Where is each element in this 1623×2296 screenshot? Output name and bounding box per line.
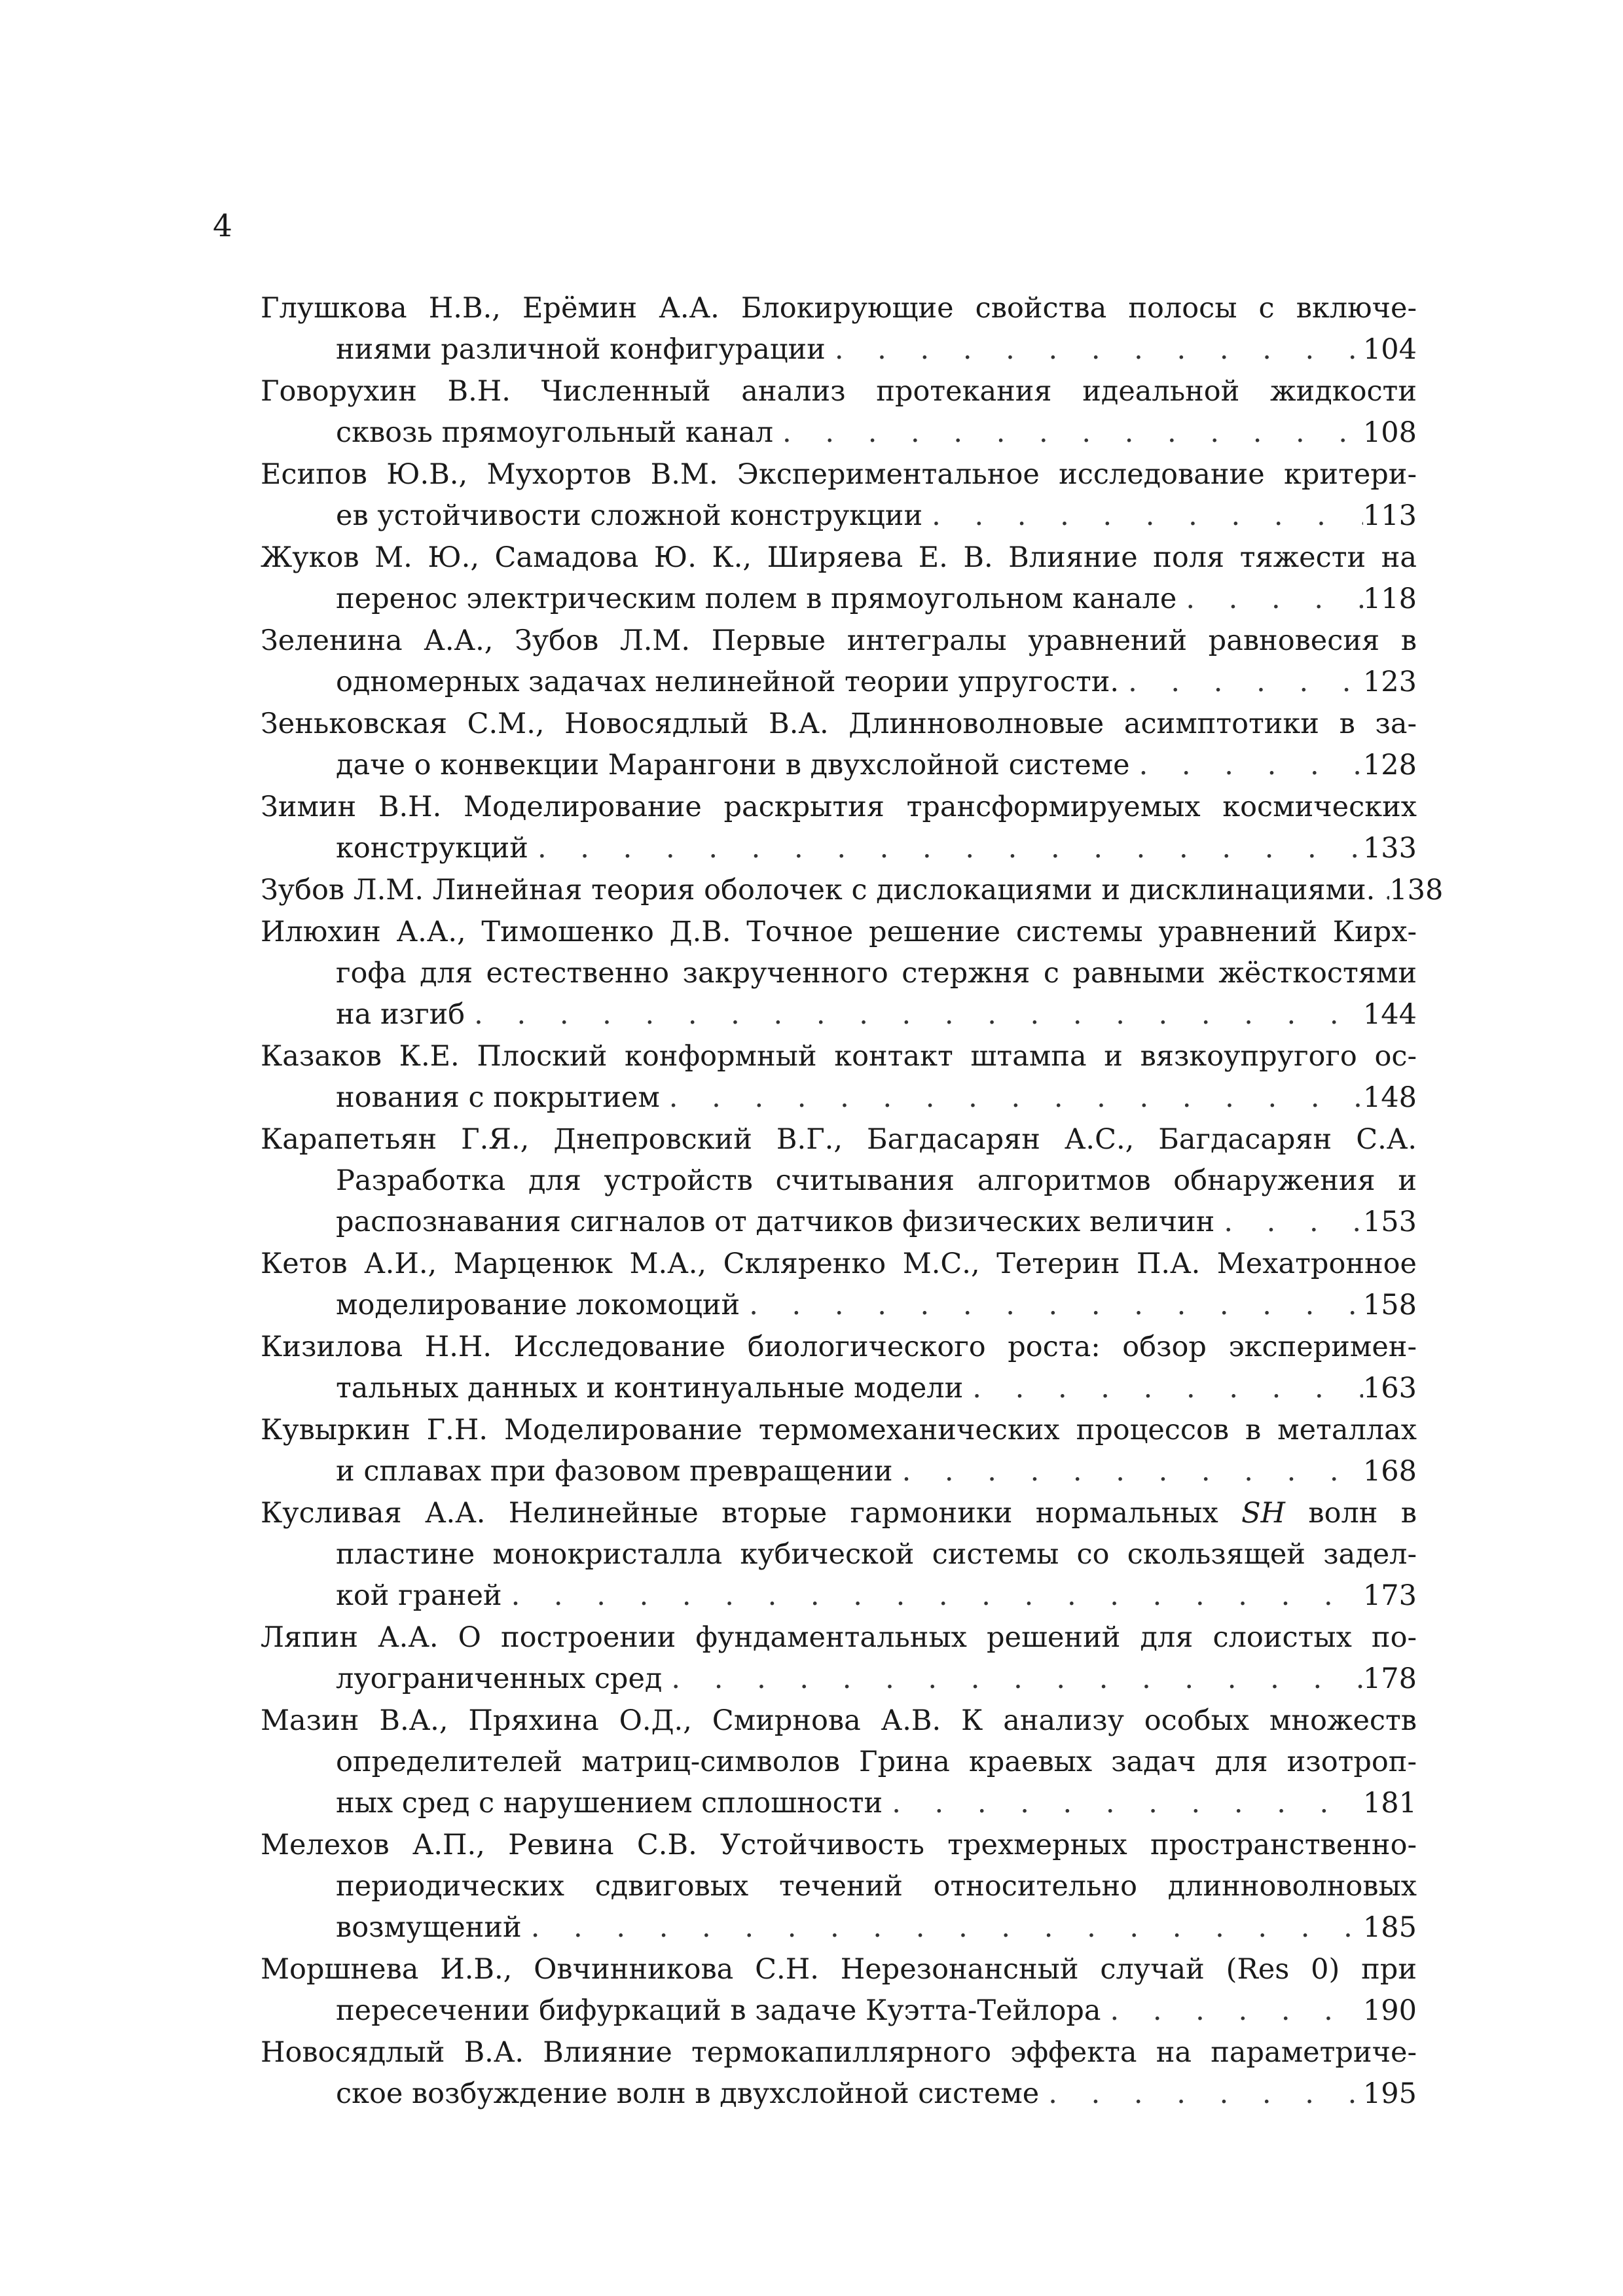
toc-entry-last-line [261,745,1417,786]
toc-entry[interactable] [261,1700,1417,1824]
toc-entry-title-end: и сплавах при фазовом превращении [336,1455,893,1488]
page-number: 4 [213,208,232,244]
toc-dot-leader [660,1077,1363,1119]
toc-entry-title-end: нования с покрытием [336,1081,660,1114]
toc-entry[interactable] [261,2032,1417,2115]
toc-entry[interactable] [261,620,1417,703]
toc-page-number[interactable]: 148 [1362,1081,1417,1114]
toc-entry-last-line [261,1783,1417,1824]
toc-page-number[interactable]: 178 [1362,1662,1417,1695]
toc-entry-title-end: распознавания сигналов от датчиков физических величин [336,1206,1215,1238]
toc-entry[interactable] [261,787,1417,869]
toc-entry[interactable] [261,1617,1417,1700]
toc-entry-line: Зеленина А.А., Зубов Л.М. Первые интегралы уравнений равновесия в [261,624,1417,657]
toc-page-number[interactable]: 144 [1362,998,1417,1031]
toc-dot-leader [528,828,1363,869]
toc-dot-leader [1119,662,1363,703]
toc-entry-line: Кувыркин Г.Н. Моделирование термомеханических процессов в металлах [261,1414,1417,1446]
toc-entry-line: Глушкова Н.В., Ерёмин А.А. Блокирующие свойства полосы с включе- [261,292,1417,325]
toc-page-number[interactable]: 173 [1362,1579,1417,1612]
toc-entry-line: периодических сдвиговых течений относительно длинноволновых [336,1870,1417,1903]
toc-entry-line: пластине монокристалла кубической системы со скользящей задел- [336,1538,1417,1571]
toc-entry-title-end: ниями различной конфигурации [336,333,826,366]
toc-entry-line: Ляпин А.А. О построении фундаментальных решений для слоистых по- [261,1621,1417,1654]
toc-entry-last-line [261,1990,1417,2032]
toc-entry-last-line [261,329,1417,370]
toc-entry-line: гофа для естественно закрученного стержня с равными жёсткостями [336,957,1417,990]
toc-entry-last-line [261,994,1417,1035]
toc-entry-title-end: перенос электрическим полем в прямоугольном канале [336,583,1177,615]
toc-dot-leader [773,412,1363,454]
toc-entry-line: Зимин В.Н. Моделирование раскрытия трансформируемых космических [261,791,1417,823]
toc-page-number[interactable]: 113 [1362,499,1417,532]
toc-entry-title-end: возмущений [336,1911,522,1944]
toc-entry[interactable] [261,704,1417,786]
toc-entry-line: Кетов А.И., Марценюк М.А., Скляренко М.С., Тетерин П.А. Мехатронное [261,1247,1417,1280]
toc-entry-title-end: сквозь прямоугольный канал [336,416,774,449]
toc-page-number[interactable]: 128 [1362,749,1417,781]
toc-entry-last-line [261,1368,1417,1409]
toc-entry[interactable] [261,537,1417,620]
toc-page-number[interactable]: 138 [1389,874,1444,906]
toc-page-number[interactable]: 190 [1362,1994,1417,2027]
toc-entry-title-end: конструкций [336,832,528,865]
toc-dot-leader [522,1907,1363,1948]
toc-entry-line: Казаков К.Е. Плоский конформный контакт штампа и вязкоупругого ос- [261,1040,1417,1073]
toc-entry-title-end: Зубов Л.М. Линейная теория оболочек с дислокациями и дисклинациями. [261,874,1376,906]
toc-entry-line: Говорухин В.Н. Численный анализ протекания идеальной жидкости [261,375,1417,408]
toc-dot-leader [662,1659,1363,1700]
toc-entry[interactable] [261,1119,1417,1243]
toc-entry-title-end: луограниченных сред [336,1662,663,1695]
toc-page-number[interactable]: 104 [1362,333,1417,366]
toc-entry-line: Кусливая А.А. Нелинейные вторые гармоники нормальных SH волн в [261,1497,1417,1530]
toc-entry-line: Карапетьян Г.Я., Днепровский В.Г., Багдасарян А.С., Багдасарян С.А. [261,1123,1417,1156]
toc-entry-title-end: ское возбуждение волн в двухслойной системе [336,2077,1040,2110]
toc-entry[interactable] [261,1244,1417,1326]
toc-entry-line: Мазин В.А., Пряхина О.Д., Смирнова А.В. К анализу особых множеств [261,1704,1417,1737]
toc-entry-last-line [261,1451,1417,1492]
toc-entry-line: Новосядлый В.А. Влияние термокапиллярного эффекта на параметриче- [261,2036,1417,2069]
toc-page-number[interactable]: 123 [1362,666,1417,698]
toc-dot-leader [1375,870,1389,911]
toc-entry-title-end: тальных данных и континуальные модели [336,1372,964,1405]
toc-entry-line: Жуков М. Ю., Самадова Ю. К., Ширяева Е. В. Влияние поля тяжести на [261,541,1417,574]
toc-page-number[interactable]: 195 [1362,2077,1417,2110]
toc-page-number[interactable]: 108 [1362,416,1417,449]
toc-entry-last-line [261,2073,1417,2115]
toc-entry[interactable] [261,1825,1417,1948]
toc-entry-line: определителей матриц-символов Грина краевых задач для изотроп- [336,1746,1417,1778]
toc-dot-leader [883,1783,1363,1824]
toc-entry-title-end: моделирование локомоций [336,1289,740,1321]
toc-page-number[interactable]: 133 [1362,832,1417,865]
toc-entry[interactable] [261,1410,1417,1492]
toc-page-number[interactable]: 118 [1362,583,1417,615]
toc-entry-line: Есипов Ю.В., Мухортов В.М. Экспериментальное исследование критери- [261,458,1417,491]
toc-page-number[interactable]: 168 [1362,1455,1417,1488]
toc-entry-last-line [261,1575,1417,1617]
toc-entry[interactable] [261,870,1444,911]
toc-entry-title-end: ев устойчивости сложной конструкции [336,499,923,532]
toc-entry-last-line [261,828,1417,869]
toc-entry-line: Илюхин А.А., Тимошенко Д.В. Точное решение системы уравнений Кирх- [261,916,1417,948]
toc-entry[interactable] [261,454,1417,537]
toc-dot-leader [740,1285,1363,1326]
math-symbol: SH [1241,1497,1286,1530]
toc-dot-leader [1214,1202,1363,1243]
toc-entry[interactable] [261,1949,1417,2032]
toc-dot-leader [465,994,1363,1035]
toc-entry-line: Разработка для устройств считывания алгоритмов обнаружения и [336,1164,1417,1197]
toc-entry-line: Моршнева И.В., Овчинникова С.Н. Нерезонансный случай (Res 0) при [261,1953,1417,1986]
toc-entry-last-line [261,579,1417,620]
toc-entry[interactable] [261,912,1417,1035]
toc-dot-leader [963,1368,1363,1409]
toc-page-number[interactable]: 158 [1362,1289,1417,1321]
toc-dot-leader [826,329,1363,370]
toc-entry-last-line [261,1907,1417,1948]
toc-entry-title-end: даче о конвекции Марангони в двухслойной системе [336,749,1130,781]
toc-entry-title-end: одномерных задачах нелинейной теории упругости. [336,666,1120,698]
toc-entry-last-line [261,1202,1417,1243]
table-of-contents [261,288,1444,2115]
toc-entry[interactable] [261,371,1417,454]
toc-dot-leader [502,1575,1363,1617]
toc-page-number[interactable]: 181 [1362,1787,1417,1820]
toc-page-number[interactable]: 163 [1362,1372,1417,1405]
toc-dot-leader [1101,1990,1363,2032]
toc-entry[interactable] [261,1036,1417,1119]
toc-entry-title-end: на изгиб [336,998,465,1031]
toc-entry-line: Мелехов А.П., Ревина С.В. Устойчивость трехмерных пространственно- [261,1829,1417,1861]
toc-dot-leader [1130,745,1363,786]
toc-dot-leader [1176,579,1363,620]
toc-entry-last-line [261,1077,1417,1119]
toc-entry-last-line [261,1285,1417,1326]
toc-dot-leader [1039,2073,1363,2115]
toc-entry-title-end: пересечении бифуркаций в задаче Куэтта-Тейлора [336,1994,1101,2027]
toc-entry-line: Зеньковская С.М., Новосядлый В.А. Длинноволновые асимптотики в за- [261,708,1417,740]
toc-entry-title-end: кой граней [336,1579,502,1612]
toc-entry-last-line [261,495,1417,537]
toc-entry-last-line [261,1659,1417,1700]
toc-entry-line: Кизилова Н.Н. Исследование биологического роста: обзор эксперимен- [261,1331,1417,1363]
toc-page-number[interactable]: 153 [1362,1206,1417,1238]
toc-entry[interactable] [261,288,1417,370]
toc-entry-title-end: ных сред с нарушением сплошности [336,1787,883,1820]
toc-entry-last-line [261,870,1444,911]
toc-dot-leader [922,495,1363,537]
toc-page-number[interactable]: 185 [1362,1911,1417,1944]
toc-entry-last-line [261,662,1417,703]
toc-entry[interactable] [261,1493,1417,1617]
toc-entry[interactable] [261,1327,1417,1409]
toc-entry-last-line [261,412,1417,454]
toc-dot-leader [893,1451,1363,1492]
